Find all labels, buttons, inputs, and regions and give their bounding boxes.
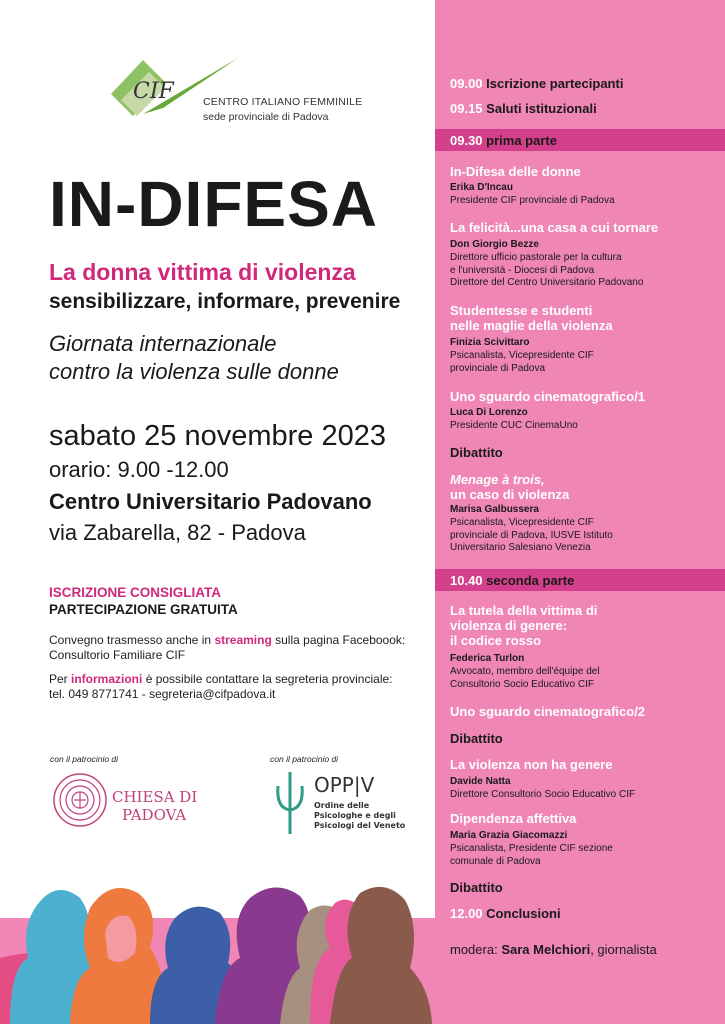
- session-6-title-2: violenza di genere:: [450, 618, 568, 633]
- session-6-title: [450, 603, 597, 648]
- stream-pre: Convegno trasmesso anche in: [49, 633, 215, 647]
- session-9-role: [450, 843, 720, 868]
- session-6-role-1: Avvocato, membro dell'équipe del: [450, 666, 600, 677]
- session-5-role-2: provinciale di Padova, IUSVE Istituto: [450, 529, 613, 541]
- section-seconda-parte: [450, 573, 574, 588]
- info-word: informazioni: [71, 672, 143, 686]
- session-8-role: Direttore Consultorio Socio Educativo CIF: [450, 789, 636, 800]
- session-2-title: La felicità...una casa a cui tornare: [450, 220, 659, 235]
- program-item-saluti: [450, 101, 597, 116]
- session-1-role: Presidente CIF provinciale di Padova: [450, 195, 615, 206]
- contact-line: tel. 049 8771741 - segreteria@cifpadova.it: [49, 687, 276, 701]
- stream-post: sulla pagina Faceboook:: [271, 633, 406, 647]
- session-5-role-3: Universitario Salesiano Venezia: [450, 542, 591, 553]
- session-5-title-1: Menage à trois,: [450, 472, 545, 487]
- session-9-title: Dipendenza affettiva: [450, 811, 577, 826]
- session-2-role-2: e l'università - Diocesi di Padova: [450, 264, 595, 276]
- session-5-role-1: Psicanalista, Vicepresidente CIF: [450, 517, 594, 528]
- patronage-label-1: con il patrocinio di: [50, 754, 119, 764]
- streaming-info: [49, 633, 429, 663]
- time-1040: 10.40: [450, 573, 483, 588]
- label-prima-parte: prima parte: [486, 133, 557, 148]
- session-3-title-2: nelle maglie della violenza: [450, 318, 613, 333]
- program-item-conclusioni: [450, 906, 561, 921]
- session-3-speaker: Finizia Scivittaro: [450, 337, 530, 348]
- session-3-role-2: provinciale di Padova: [450, 362, 546, 374]
- occasion-line-1: Giornata internazionale: [49, 331, 277, 356]
- session-3-title-1: Studentesse e studenti: [450, 303, 593, 318]
- session-1-title: In-Difesa delle donne: [450, 164, 581, 179]
- event-occasion: [49, 330, 429, 386]
- event-date: sabato 25 novembre 2023: [49, 420, 386, 452]
- program-item-iscrizione: [450, 76, 623, 91]
- women-silhouettes-illustration: [0, 838, 435, 1024]
- session-8-speaker: Davide Natta: [450, 776, 511, 787]
- org-branch: sede provinciale di Padova: [203, 111, 329, 123]
- occasion-line-2: contro la violenza sulle donne: [49, 359, 339, 384]
- event-hours: orario: 9.00 -12.00: [49, 457, 229, 482]
- chiesa-line-1: CHIESA DI: [112, 788, 198, 806]
- session-8-title: La violenza non ha genere: [450, 757, 613, 772]
- session-2-role: [450, 252, 720, 290]
- stream-word: streaming: [214, 633, 272, 647]
- session-4-speaker: Luca Di Lorenzo: [450, 407, 528, 418]
- moderator-name: Sara Melchiori: [501, 942, 591, 957]
- session-2-speaker: Don Giorgio Bezze: [450, 239, 539, 250]
- session-5-title: [450, 472, 569, 502]
- session-9-role-1: Psicanalista, Presidente CIF sezione: [450, 843, 613, 854]
- label-saluti: Saluti istituzionali: [486, 101, 597, 116]
- label-conclusioni: Conclusioni: [486, 906, 561, 921]
- session-9-speaker: Maria Grazia Giacomazzi: [450, 830, 568, 841]
- oppv-desc-3: Psicologi del Veneto: [314, 821, 406, 830]
- session-5-speaker: Marisa Galbussera: [450, 504, 539, 515]
- moderator-label: modera:: [450, 942, 498, 957]
- oppv-logo: [268, 768, 428, 838]
- event-address: via Zabarella, 82 - Padova: [49, 520, 306, 545]
- contact-info: [49, 672, 429, 702]
- session-5-role: [450, 517, 720, 555]
- event-tagline: sensibilizzare, informare, prevenire: [49, 290, 401, 313]
- time-0915: 09.15: [450, 101, 483, 116]
- oppv-desc-2: Psicologhe e degli: [314, 811, 396, 820]
- session-3-role-1: Psicanalista, Vicepresidente CIF: [450, 350, 594, 361]
- debate-2: Dibattito: [450, 731, 503, 746]
- info-pre: Per: [49, 672, 72, 686]
- chiesa-di-padova-logo: [50, 770, 210, 830]
- session-9-role-2: comunale di Padova: [450, 855, 541, 867]
- event-subtitle: La donna vittima di violenza: [49, 259, 356, 285]
- debate-3: Dibattito: [450, 880, 503, 895]
- session-6-title-3: il codice rosso: [450, 633, 542, 648]
- org-name: CENTRO ITALIANO FEMMINILE: [203, 96, 363, 108]
- session-6-speaker: Federica Turlon: [450, 653, 525, 664]
- moderator-line: [450, 942, 657, 957]
- session-3-title: [450, 303, 613, 333]
- session-6-role-2: Consultorio Socio Educativo CIF: [450, 678, 594, 690]
- chiesa-line-2: PADOVA: [122, 806, 187, 824]
- session-2-role-1: Direttore ufficio pastorale per la cultura: [450, 252, 622, 263]
- event-venue: Centro Universitario Padovano: [49, 489, 372, 514]
- time-1200: 12.00: [450, 906, 483, 921]
- session-3-role: [450, 350, 720, 375]
- oppv-desc-1: Ordine delle: [314, 801, 370, 810]
- registration-free: PARTECIPAZIONE GRATUITA: [49, 602, 238, 617]
- oppv-name: OPP|V: [314, 773, 375, 797]
- label-seconda-parte: seconda parte: [486, 573, 575, 588]
- logo-text: CIF: [133, 79, 174, 104]
- registration-recommended: ISCRIZIONE CONSIGLIATA: [49, 585, 221, 600]
- session-5-title-2: un caso di violenza: [450, 487, 570, 502]
- session-2-role-3: Direttore del Centro Universitario Padovano: [450, 277, 644, 288]
- section-prima-parte: [450, 133, 557, 148]
- time-0900: 09.00: [450, 76, 483, 91]
- session-4-title: Uno sguardo cinematografico/1: [450, 389, 646, 404]
- session-4-role: Presidente CUC CinemaUno: [450, 420, 578, 431]
- event-title: IN-DIFESA: [49, 168, 378, 240]
- session-7-title: Uno sguardo cinematografico/2: [450, 704, 646, 719]
- debate-1: Dibattito: [450, 445, 503, 460]
- info-post: è possibile contattare la segreteria provinciale:: [142, 672, 393, 686]
- session-6-title-1: La tutela della vittima di: [450, 603, 598, 618]
- session-6-role: [450, 666, 720, 691]
- patronage-label-2: con il patrocinio di: [270, 754, 339, 764]
- session-1-speaker: Erika D'Incau: [450, 182, 513, 193]
- stream-page: Consultorio Familiare CIF: [49, 648, 186, 662]
- time-0930: 09.30: [450, 133, 483, 148]
- moderator-role: , giornalista: [590, 942, 657, 957]
- label-iscrizione: Iscrizione partecipanti: [486, 76, 624, 91]
